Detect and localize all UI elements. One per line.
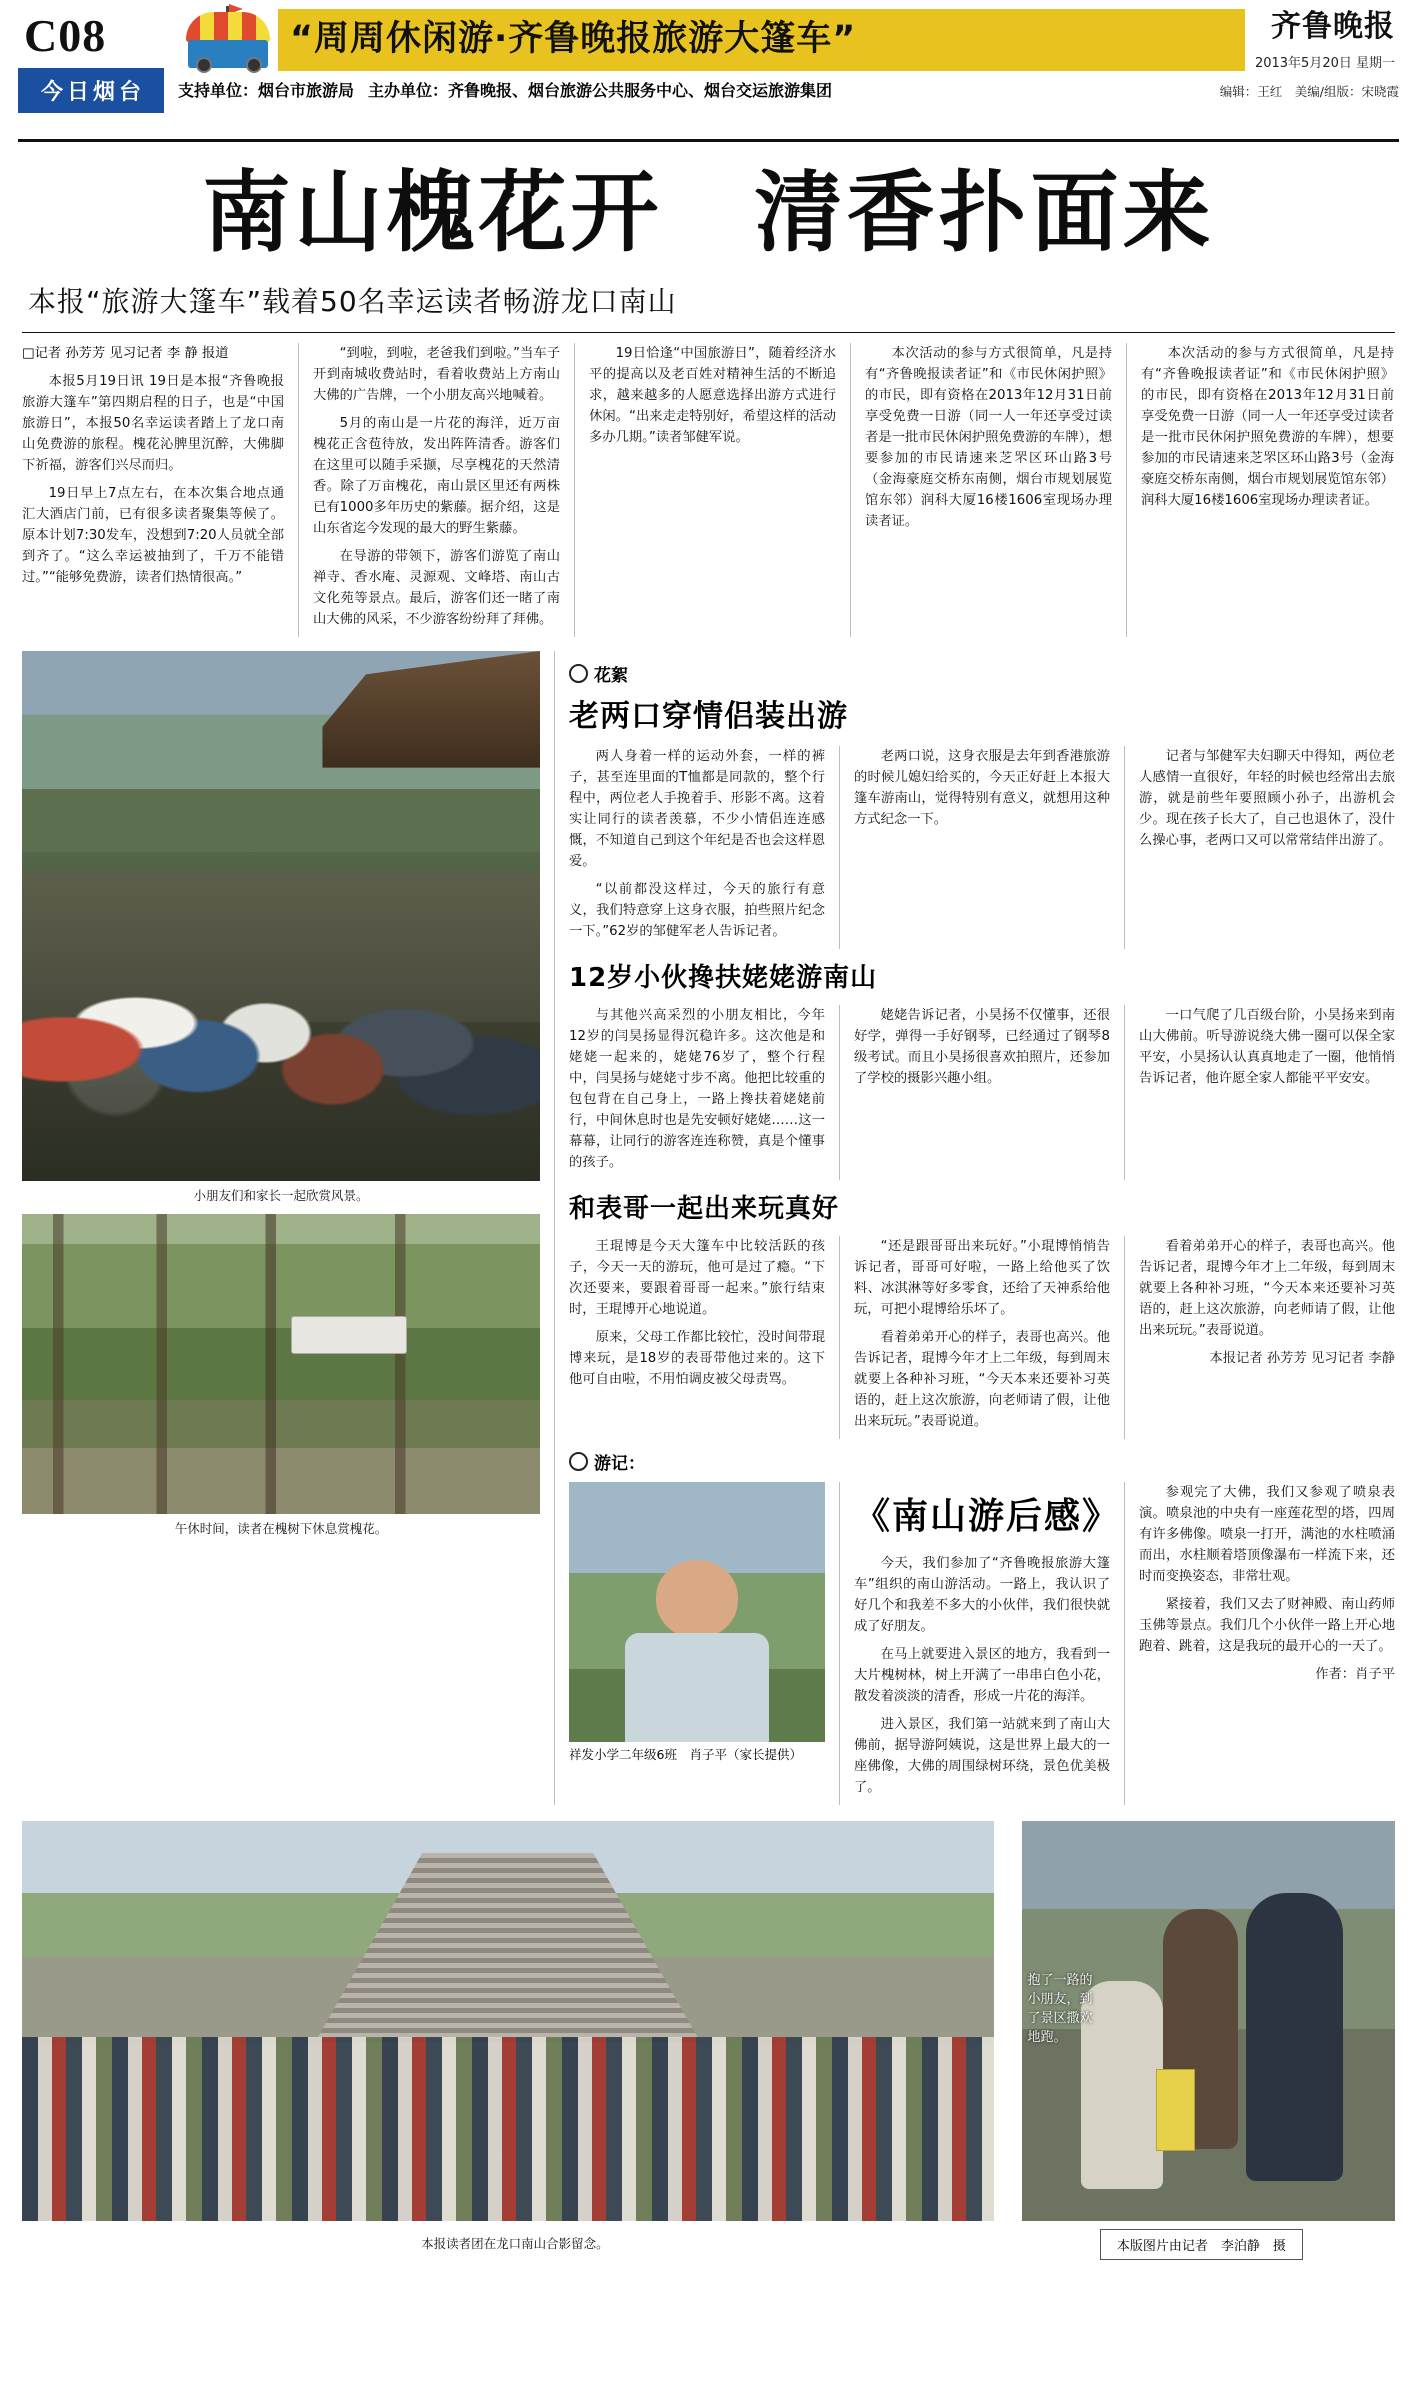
story-2-p3: 一口气爬了几百级台阶，小昊扬来到南山大佛前。听导游说绕大佛一圈可以保全家平安，小昊扬认认真真地走了一圈，他悄悄告诉记者，他许愿全家人都能平平安安。 [1139,1008,1395,1086]
circle-icon [569,664,588,683]
lead-para-2: 19日早上7点左右，在本次集合地点通汇大酒店门前，已有很多读者聚集等候了。原本计划7:30发车，没想到7:20人员就全部到齐了。“这么幸运被抽到了，千万不能错过。”“能够免费游，读者们热情很高。” [22,486,284,585]
lead-para-7: 本次活动的参与方式很简单，凡是持有“齐鲁晚报读者证”和《市民休闲护照》的市民，即有资格在2013年12月31日前享受免费一日游（同一人一年还享受过读者是一批市民休闲护照免费游的车牌），想要参加的市民请速来芝罘区环山路3号（金海豪庭交桥东南侧，烟台市规划展览馆东邻）润科大厦16楼1606室现场办理读者证。 [865,346,1112,529]
masthead-center [168,8,1399,101]
paper-name: 齐鲁晚报 [1271,8,1395,44]
story-1-p4: 记者与邹健军夫妇聊天中得知，两位老人感情一直很好，年轻的时候也经常出去旅游，就是前些年要照顾小孙子，出游机会少。现在孩子长大了，自己也退休了，没什么操心事，老两口又可以常常结伴出游了。 [1139,749,1395,848]
group-photo-block [22,1821,1008,2221]
photo-column-boy [569,1482,839,1805]
lead-col-2 [298,343,574,637]
paper-logo [1245,10,1399,71]
run-photo-block [1008,1821,1395,2221]
section-marker-travelnote [569,1449,1395,1474]
lead-article-columns [22,343,1395,637]
caption-boy: 祥发小学二年级6班 肖子平（家长提供） [569,1747,802,1762]
caption-run-overlay: 抱了一路的小朋友，到了景区撒欢地跑。 [1027,1973,1093,2045]
lead-col-3 [574,343,850,637]
section-badge-today: 今日烟台 [18,68,164,113]
story-2-p2: 姥姥告诉记者，小昊扬不仅懂事，还很好学，弹得一手好钢琴，已经通过了钢琴8级考试。而且小昊扬很喜欢拍照片，还参加了学校的摄影兴趣小组。 [854,1008,1110,1086]
organizer-unit: 主办单位：齐鲁晚报、烟台旅游公共服务中心、烟台交运旅游集团 [368,81,833,100]
travel-note-body [569,1482,1395,1805]
story-1-body [569,746,1395,949]
sponsor-row [178,78,1399,101]
travelnote-p3: 进入景区，我们第一站就来到了南山大佛前，据导游阿姨说，这是世界上最大的一座佛像，大佛的周围绿树环绕，景色优美极了。 [854,1717,1110,1795]
story-1-title: 老两口穿情侣装出游 [569,699,848,734]
editor-credits: 编辑：王红 美编/组版：宋晓霞 [1219,84,1399,99]
caption-kids: 小朋友们和家长一起欣赏风景。 [193,1188,369,1203]
travelnote-author: 作者：肖子平 [1315,1667,1395,1682]
photo-boy-portrait [569,1482,825,1742]
tent-truck-icon [178,10,278,70]
story-3-signature: 本报记者 孙芳芳 见习记者 李静 [1209,1351,1395,1366]
lead-para-8: 本次活动的参与方式很简单，凡是持有“齐鲁晚报读者证”和《市民休闲护照》的市民，即有资格在2013年12月31日前享受免费一日游（同一人一年还享受过读者是一批市民休闲护照免费游的车牌），想要参加的市民请速来芝罘区环山路3号（金海豪庭交桥东南侧，烟台市规划展览馆东邻）润科大厦16楼1606室现场办理读者证。 [1141,346,1394,508]
main-headline: 南山槐花开 清香扑面来 [202,161,1215,264]
lead-para-5: 在导游的带领下，游客们游览了南山禅寺、香水庵、灵源观、文峰塔、南山古文化苑等景点。最后，游客们还一睹了南山大佛的风采，不少游客纷纷拜了拜佛。 [313,549,560,627]
bottom-photo-row [22,1821,1395,2221]
lead-para-3a: “到啦，到啦，老爸我们到啦。”当车子开到南城收费站时，看着收费站上方南山大佛的广告牌，一个小朋友高兴地喊着。 [313,346,560,403]
story-2-body [569,1005,1395,1180]
headline-rule [22,332,1395,333]
story-3-p1: 王琨博是今天大篷车中比较活跃的孩子，今天一天的游玩，他可是过了瘾。“下次还要来，要跟着哥哥一起来。”旅行结束时，王琨博开心地说道。 [569,1239,825,1317]
story-2-p1: 与其他兴高采烈的小朋友相比，今年12岁的闫昊扬显得沉稳许多。这次他是和姥姥一起来的，姥姥76岁了，整个行程中，闫昊扬与姥姥寸步不离。他把比较重的包包背在自己身上，一路上搀扶着姥姥前行，中间休息时也是先安顿好姥姥……这一幕幕，让同行的游客连连称赞，真是个懂事的孩子。 [569,1008,825,1170]
circle-icon [569,1452,588,1471]
masthead-left [18,8,168,113]
photo-credit: 本版图片由记者 李泊静 摄 [1100,2229,1303,2260]
travelnote-marker-label: 游记： [594,1454,645,1474]
publication-date: 2013年5月20日 星期一 [1254,55,1395,71]
story-3-p3: “还是跟哥哥出来玩好。”小琨博悄悄告诉记者，哥哥可好啦，一路上给他买了饮料、冰淇淋等好多零食，还给了天神系给他玩，可把小琨博给乐坏了。 [854,1239,1110,1317]
story-3-title: 和表哥一起出来玩真好 [569,1194,840,1224]
byline: □记者 孙芳芳 见习记者 李 静 报道 [22,346,229,361]
travelnote-p1: 今天，我们参加了“齐鲁晚报旅游大篷车”组织的南山游活动。一路上，我认识了好几个和我差不多大的小伙伴，我们很快就成了好朋友。 [854,1556,1110,1634]
story-1-p1: 两人身着一样的运动外套，一样的裤子，甚至连里面的T恤都是同款的，整个行程中，两位老人手挽着手、形影不离。这着实让同行的读者羡慕，不少小情侣连连感慨，不知道自己到这个年纪是否也会这样恩爱。 [569,749,825,869]
lead-col-1 [22,343,298,637]
travelnote-title: 《南山游后感》 [854,1496,1121,1537]
section-marker-label: 花絮 [594,666,628,686]
mid-section [22,651,1395,1805]
lead-para-1: 本报5月19日讯 19日是本报“齐鲁晚报旅游大篷车”第四期启程的日子，也是“中国旅游日”，本报50名幸运读者踏上了龙口南山免费游的旅程。槐花沁脾里沉醉，大佛脚下祈福，游客们兴尽而归。 [22,374,284,473]
story-2-title: 12岁小伙搀扶姥姥游南山 [569,963,878,993]
lead-para-4: 5月的南山是一片花的海洋，近万亩槐花正含苞待放，发出阵阵清香。游客们在这里可以随手采撷，尽享槐花的天然清香。除了万亩槐花，南山景区里还有两株已有1000多年历史的紫藤。据介绍，这是山东省迄今发现的最大的野生紫藤。 [313,416,560,536]
campaign-banner-title: “周周休闲游·齐鲁晚报旅游大篷车” [278,9,1245,71]
lead-para-6: 19日恰逢“中国旅游日”，随着经济水平的提高以及老百姓对精神生活的不断追求，越来越多的人愿意选择出游方式进行休闲。“出来走走特别好，希望这样的活动多办几期。”读者邹健军说。 [589,346,836,445]
travelnote-p5: 紧接着，我们又去了财神殿、南山药师玉佛等景点。我们几个小伙伴一路上开心地跑着、跳着，这是我玩的最开心的一天了。 [1139,1597,1395,1654]
travelnote-p4: 参观完了大佛，我们又参观了喷泉表演。喷泉池的中央有一座莲花型的塔，四周有许多佛像。喷泉一打开，满池的水柱喷涌而出，水柱顺着塔顶像瀑布一样流下来，还时而变换姿态，非常壮观。 [1139,1485,1395,1584]
photo-group-shot [22,1821,994,2221]
page-code: C08 [24,10,107,61]
story-3-p5: 看着弟弟开心的样子，表哥也高兴。他告诉记者，琨博今年才上二年级，每到周末就要上各种补习班，“今天本来还要补习英语的，赶上这次旅游，向老师请了假，让他出来玩玩。”表哥说道。 [1139,1239,1395,1338]
photo-man-and-boy-running [1022,1821,1395,2221]
story-1-p3: 老两口说，这身衣服是去年到香港旅游的时候儿媳妇给买的，今天正好赶上本报大篷车游南山，觉得特别有意义，就想用这种方式纪念一下。 [854,749,1110,827]
stories-column-right [554,651,1395,1805]
headline-block [22,160,1395,320]
caption-rest: 午休时间，读者在槐树下休息赏槐花。 [174,1521,388,1536]
photo-kids-watching [22,651,540,1181]
banner-row [178,8,1399,72]
caption-group: 本报读者团在龙口南山合影留念。 [421,2236,609,2251]
story-3-p4: 看着弟弟开心的样子，表哥也高兴。他告诉记者，琨博今年才上二年级，每到周末就要上各种补习班，“今天本来还要补习英语的，赶上这次旅游，向老师请了假，让他出来玩玩。”表哥说道。 [854,1330,1110,1429]
photo-rest-under-trees [22,1214,540,1514]
photo-column-left [22,651,554,1805]
story-1-p2: “以前都没这样过，今天的旅行有意义，我们特意穿上这身衣服，拍些照片纪念一下。”62岁的邹健军老人告诉记者。 [569,882,825,939]
masthead-rule [18,139,1399,142]
story-3-p2: 原来，父母工作都比较忙，没时间带琨博来玩，是18岁的表哥带他过来的。这下他可自由啦，不用怕调皮被父母责骂。 [569,1330,825,1387]
story-3-body [569,1236,1395,1439]
section-marker-flower [569,661,1395,686]
sub-headline: 本报“旅游大篷车”载着50名幸运读者畅游龙口南山 [28,285,677,318]
lead-col-5 [1126,343,1394,637]
support-unit: 支持单位：烟台市旅游局 [178,81,355,100]
travelnote-p2: 在马上就要进入景区的地方，我看到一大片槐树林，树上开满了一串串白色小花，散发着淡淡的清香，形成一片花的海洋。 [854,1647,1110,1704]
bottom-caption-row [22,2229,1395,2262]
lead-col-4 [850,343,1126,637]
newspaper-page [0,8,1417,2391]
masthead [18,8,1399,133]
